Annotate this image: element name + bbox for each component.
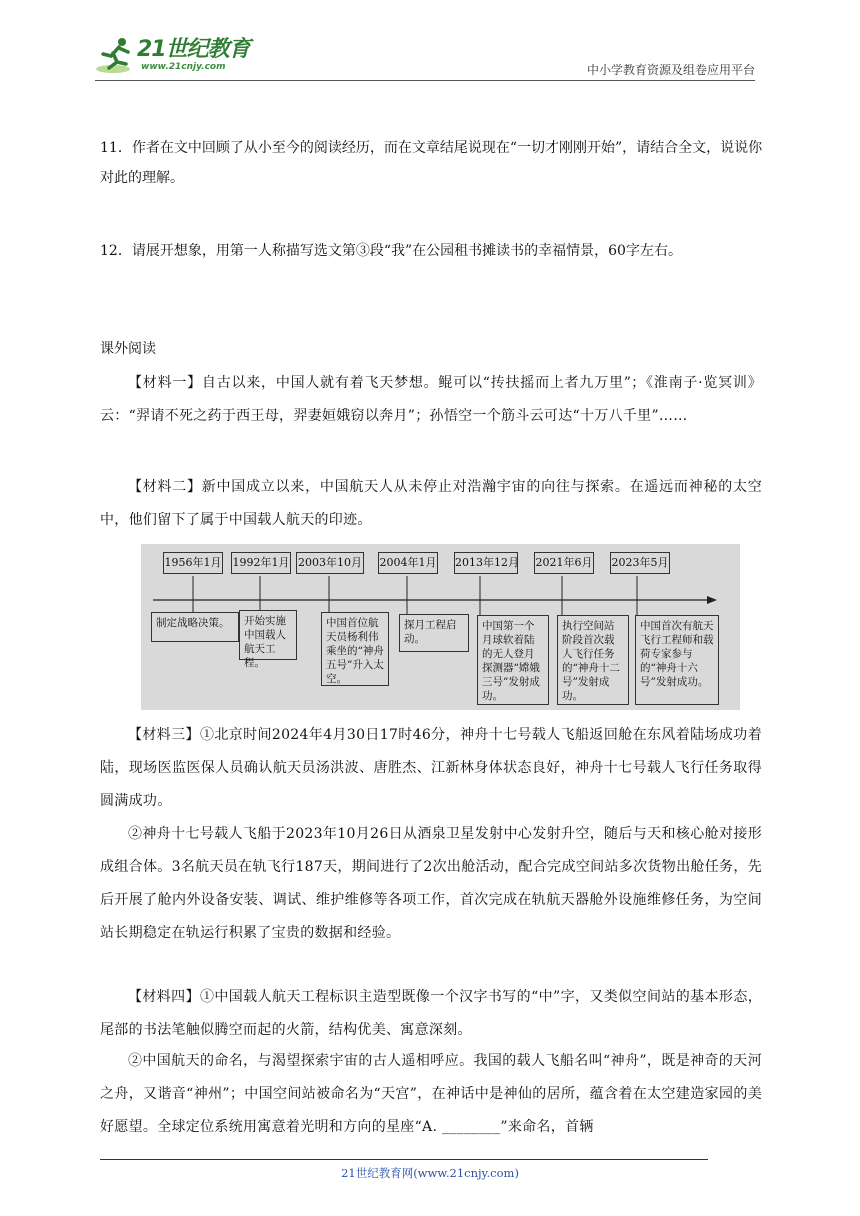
site-logo[interactable] — [95, 36, 250, 74]
material-2-tag: 【材料二】 — [128, 479, 202, 495]
timeline-event-7: 中国首次有航天飞行工程师和载荷专家参与的“神舟十六号”发射成功。 — [635, 615, 719, 705]
material-1-tag: 【材料一】 — [128, 375, 202, 391]
timeline-year-1: 1956年1月 — [163, 552, 223, 574]
timeline-event-1: 制定战略决策。 — [151, 612, 239, 642]
material-4-text-1: ①中国载人航天工程标识主造型既像一个汉字书写的“中”字，又类似空间站的基本形态，尾部的书法笔触似腾空而起的火箭，结构优美、寓意深刻。 — [100, 989, 763, 1038]
material-4-tag: 【材料四】 — [128, 989, 200, 1005]
timeline-year-3: 2003年10月 — [296, 552, 364, 574]
logo-url-text: www.21cnjy.com — [141, 62, 226, 72]
material-1-text: 自古以来，中国人就有着飞天梦想。鲲可以“抟扶摇而上者九万里”；《淮南子·览冥训》云：“羿请不死之药于西王母，羿妻姮娥窃以奔月”；孙悟空一个筋斗云可达“十万八千里”…… — [100, 375, 763, 424]
material-3-paragraph-1 — [100, 719, 762, 818]
footer-divider — [100, 1159, 708, 1160]
header-divider — [95, 80, 755, 81]
timeline-event-2: 开始实施中国载人航天工程。 — [239, 610, 297, 660]
timeline-event-3: 中国首位航天员杨利伟乘坐的“神舟五号”升入太空。 — [321, 612, 389, 686]
timeline-year-2: 1992年1月 — [231, 552, 291, 574]
material-3-tag: 【材料三】 — [128, 727, 200, 743]
section-title: 课外阅读 — [100, 341, 156, 357]
timeline-event-6: 执行空间站阶段首次载人飞行任务的“神舟十二号”发射成功。 — [557, 615, 629, 705]
question-12: 12．请展开想象，用第一人称描写选文第③段“我”在公园租书摊读书的幸福情景，60字左右。 — [100, 243, 682, 259]
material-4-paragraph-1 — [100, 981, 762, 1047]
timeline-event-4: 探月工程启动。 — [399, 614, 469, 652]
logo-main-text: 21世纪教育 — [137, 37, 250, 62]
timeline-figure — [141, 544, 740, 710]
timeline-year-5: 2013年12月 — [454, 552, 518, 574]
material-3-text-1: ①北京时间2024年4月30日17时46分，神舟十七号载人飞船返回舱在东风着陆场成功着陆，现场医监医保人员确认航天员汤洪波、唐胜杰、江新林身体状态良好，神舟十七号载人飞行任务取得圆满成功。 — [100, 727, 762, 809]
footer-link[interactable]: 21世纪教育网(www.21cnjy.com) — [341, 1166, 519, 1180]
platform-name: 中小学教育资源及组卷应用平台 — [586, 63, 755, 77]
material-2-text: 新中国成立以来，中国航天人从未停止对浩瀚宇宙的向往与探索。在遥远而神秘的太空中，他们留下了属于中国载人航天的印迹。 — [100, 479, 762, 528]
question-11: 11．作者在文中回顾了从小至今的阅读经历，而在文章结尾说现在“一切才刚刚开始”，请结合全文，说说你对此的理解。 — [100, 140, 763, 186]
timeline-event-5: 中国第一个月球软着陆的无人登月探测器“嫦娥三号”发射成功。 — [477, 615, 549, 705]
material-3-paragraph-2: ②神舟十七号载人飞船于2023年10月26日从酒泉卫星发射中心发射升空，随后与天和核心舱对接形成组合体。3名航天员在轨飞行187天，期间进行了2次出舱活动，配合完成空间站多次货物出舱任务，先后开展了舱内外设备安装、调试、维护维修等各项工作，首次完成在轨航天器舱外设施维修任务，为空间站长期稳定在轨运行积累了宝贵的数据和经验。 — [100, 826, 762, 941]
running-person-logo-icon — [95, 36, 135, 74]
material-4-paragraph-2: ②中国航天的命名，与渴望探索宇宙的古人遥相呼应。我国的载人飞船名叫“神舟”，既是神奇的天河之舟，又谐音“神州”；中国空间站被命名为“天宫”，在神话中是神仙的居所，蕴含着在太空建造家园的美好愿望。全球定位系统用寓意着光明和方向的星座“A. ________”来命名，首辆 — [100, 1053, 762, 1135]
timeline-year-7: 2023年5月 — [610, 552, 670, 574]
page-header — [95, 30, 755, 80]
material-1-paragraph — [100, 367, 762, 433]
material-2-paragraph — [100, 471, 762, 537]
timeline-year-4: 2004年1月 — [378, 552, 438, 574]
timeline-year-6: 2021年6月 — [534, 552, 594, 574]
